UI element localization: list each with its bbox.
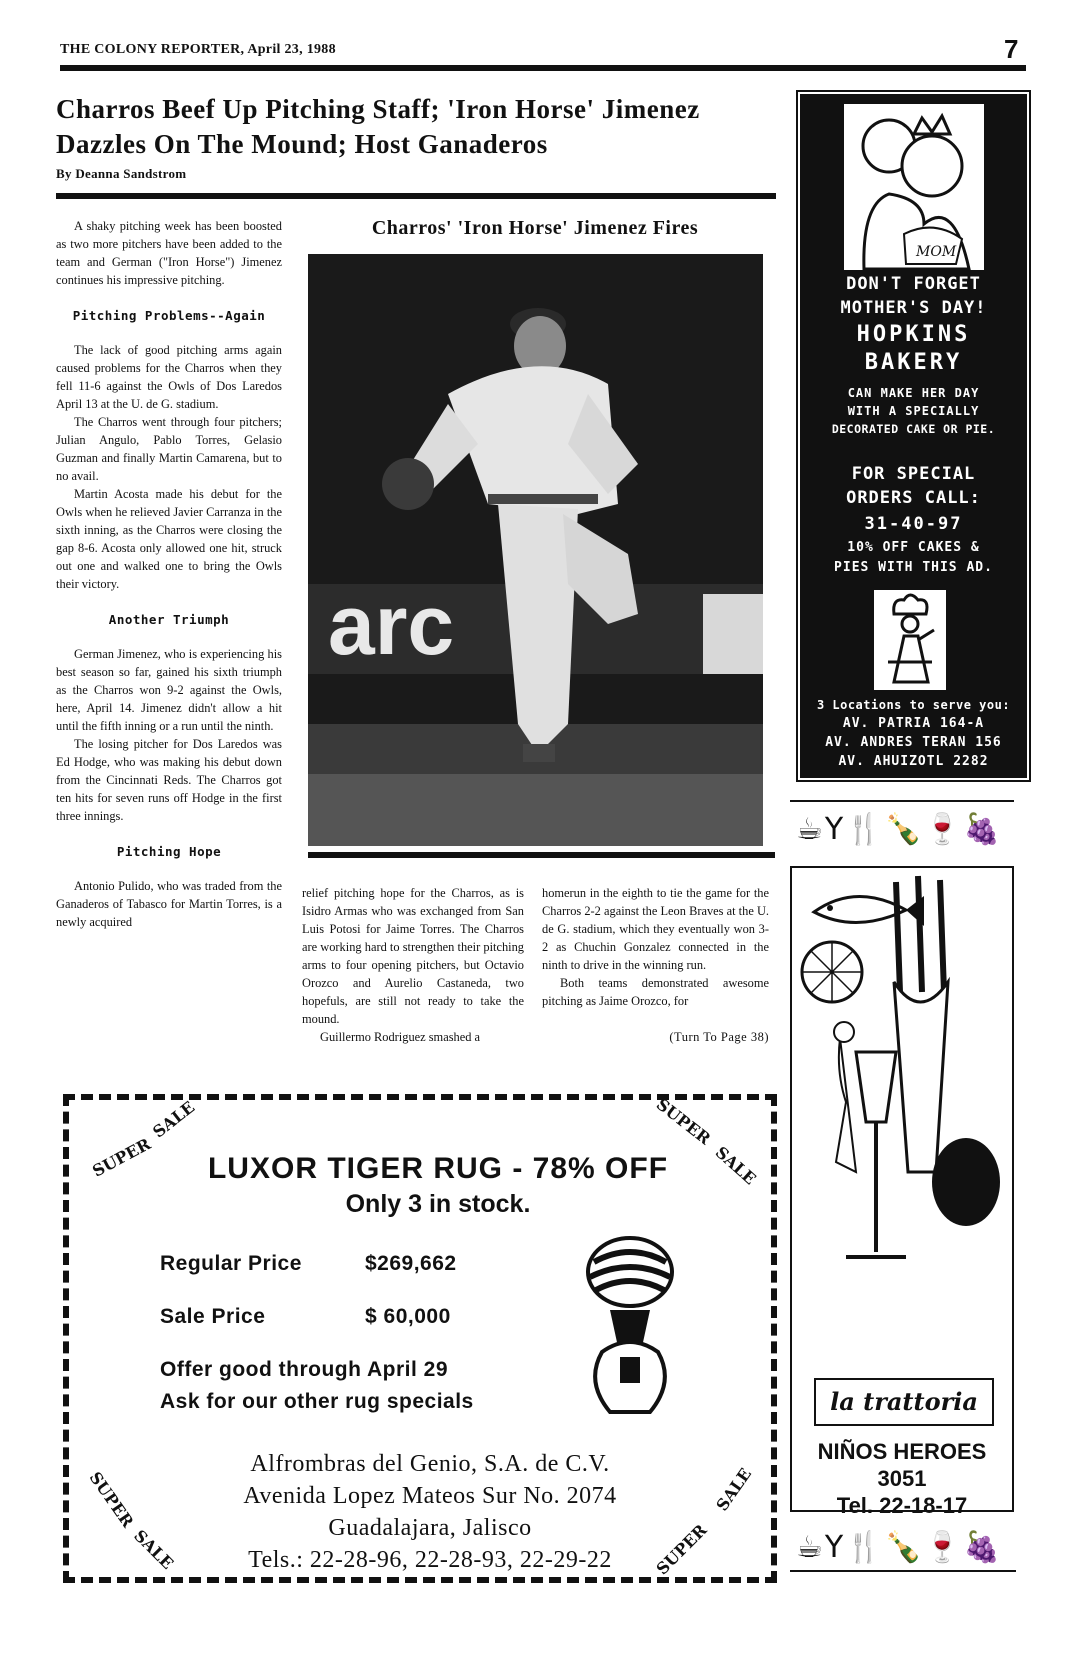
paragraph: Antonio Pulido, who was traded from the Ganaderos of Tabasco for Martin Torres, is a newly acquired [56, 879, 282, 929]
paragraph: The lack of good pitching arms again caused problems for the Charros when they fell 11-6 against the Owls of Dos Laredos April 13 at the U. de G. stadium. [56, 343, 282, 411]
headline-rule [56, 193, 776, 199]
paragraph: The Charros went through four pitchers; Julian Angulo, Pablo Torres, Gelasio Guzman and finally Martin Camarena, but to no avail. [56, 415, 282, 483]
rug-ad-subtitle: Only 3 in stock. [345, 1190, 531, 1218]
company-name: Alfrombras del Genio, S.A. de C.V. [250, 1451, 610, 1477]
paragraph: The losing pitcher for Dos Laredos was Ed Hodge, who was making his debut down from the Cincinnati Reds. The Charros got ten hits for seven runs off Hodge in the first three innings. [56, 737, 282, 823]
stamp-sale: SALE [711, 1142, 760, 1189]
article-column-1 [56, 217, 282, 931]
street-address: Avenida Lopez Mateos Sur No. 2074 [243, 1483, 617, 1509]
bakery-line: DON'T FORGET [846, 274, 981, 294]
bakery-tagline: WITH A SPECIALLY [847, 404, 980, 418]
bakery-discount: PIES WITH THIS AD. [834, 560, 993, 575]
article-intro: A shaky pitching week has been boosted as two more pitchers have been added to the team and German ("Iron Horse") Jimenez continues his impressive pitching. [56, 219, 282, 287]
article-column-2 [302, 884, 524, 1046]
photo-rule [308, 852, 775, 858]
paragraph: Guillermo Rodriguez smashed a [320, 1030, 481, 1044]
stamp-super: SUPER [652, 1520, 711, 1579]
turn-to-page: (Turn To Page 38) [669, 1030, 769, 1044]
page-number: 7 [1004, 34, 1019, 64]
bakery-orders: ORDERS CALL: [846, 488, 981, 508]
regular-price-label: Regular Price [160, 1252, 302, 1275]
mother-child-illustration [844, 104, 984, 270]
phone-numbers: Tels.: 22-28-96, 22-28-93, 22-29-22 [248, 1547, 612, 1573]
restaurant-top-rule [790, 800, 1014, 802]
pitcher-photo [308, 254, 763, 846]
article-headline: Charros Beef Up Pitching Staff; 'Iron Horse' Jimenez Dazzles On The Mound; Host Ganaderos [56, 94, 700, 159]
restaurant-bottom-rule [790, 1570, 1016, 1572]
sale-price-label: Sale Price [160, 1305, 266, 1328]
bakery-tagline: CAN MAKE HER DAY [847, 386, 980, 400]
photo-caption: Charros' 'Iron Horse' Jimenez Fires [371, 217, 699, 239]
mom-tag: MOM [916, 244, 957, 260]
chef-icon [874, 590, 946, 690]
paragraph: Both teams demonstrated awesome pitching as Jaime Orozco, for [542, 976, 769, 1008]
trattoria-logo: la trattoria [814, 1378, 994, 1426]
restaurant-number: 3051 [877, 1466, 927, 1491]
article-byline: By Deanna Sandstrom [56, 166, 187, 181]
stadium-sign: arc [328, 578, 455, 672]
stamp-super: SUPER [85, 1468, 138, 1531]
paragraph: relief pitching hope for the Charros, as is Isidro Armas who was exchanged from San Luis Potosi for Jaime Torres. The Charros are working hard to strengthen their pitching arms to four opening pitchers, but Octavio Orozco and Aurelio Castaneda, two hopefuls, are still not ready to take the mound. [302, 886, 524, 1026]
bakery-orders: FOR SPECIAL [851, 464, 976, 484]
rug-specials: Ask for our other rug specials [160, 1390, 474, 1413]
genie-icon [580, 1232, 680, 1422]
bakery-name: BAKERY [864, 350, 963, 375]
stamp-super: SUPER [652, 1094, 715, 1149]
bakery-ad [800, 94, 1027, 778]
location: AV. AHUIZOTL 2282 [838, 754, 989, 769]
paragraph: German Jimenez, who is experiencing his best season so far, gained his sixth triumph as the Charros won 9-2 against the Owls, here, April 14. Jimenez didn't allow a hit until the fifth inning or a run until the ninth. [56, 647, 282, 733]
city: Guadalajara, Jalisco [328, 1515, 532, 1541]
article-column-3 [542, 884, 769, 1046]
fork-fish-illustration [796, 872, 1008, 1282]
bakery-tagline: DECORATED CAKE OR PIE. [831, 422, 996, 436]
offer-expiry: Offer good through April 29 [160, 1358, 449, 1381]
tableware-icons: ☕Y🍴🍾🍷🍇 [796, 1530, 1003, 1565]
masthead: THE COLONY REPORTER, April 23, 1988 [60, 42, 336, 57]
locations-title: 3 Locations to serve you: [816, 698, 1011, 712]
bakery-phone: 31-40-97 [864, 514, 963, 534]
bakery-line: MOTHER'S DAY! [840, 298, 987, 318]
stamp-sale: SALE [712, 1464, 756, 1515]
pitcher-illustration [308, 254, 763, 846]
paragraph: Martin Acosta made his debut for the Owls when he relieved Javier Carranza in the sixth inning, as the Charros were closing the gap 8-6. Acosta only allowed one hit, struck out one and walked one to bring the Owls their victory. [56, 487, 282, 591]
location: AV. PATRIA 164-A [842, 716, 985, 731]
regular-price-value: $269,662 [365, 1252, 457, 1275]
rug-ad-title: LUXOR TIGER RUG - 78% OFF [207, 1152, 669, 1185]
paragraph: homerun in the eighth to tie the game for the Charros 2-2 against the Leon Braves at the U. de G. stadium, which they eventually won 3-2 as Chuchin Gonzalez connected in the ninth to drive in the winning run. [542, 886, 769, 972]
restaurant-street: NIÑOS HEROES [817, 1439, 987, 1464]
stamp-super: SUPER [89, 1134, 154, 1181]
subhead-another-triumph: Another Triumph [108, 612, 230, 627]
header-rule [60, 65, 1026, 71]
sale-price-value: $ 60,000 [365, 1305, 451, 1328]
restaurant-phone: Tel. 22-18-17 [836, 1493, 968, 1518]
subhead-pitching-problems: Pitching Problems--Again [72, 308, 266, 323]
bakery-name: HOPKINS [856, 322, 971, 347]
stamp-sale: SALE [149, 1097, 199, 1142]
tableware-icons: ☕Y🍴🍾🍷🍇 [796, 812, 1003, 847]
bakery-discount: 10% OFF CAKES & [847, 540, 980, 555]
restaurant-address [790, 1438, 1014, 1519]
location: AV. ANDRES TERAN 156 [825, 735, 1002, 750]
rug-store-info [160, 1448, 700, 1576]
stamp-sale: SALE [130, 1526, 178, 1573]
subhead-pitching-hope: Pitching Hope [116, 844, 222, 859]
